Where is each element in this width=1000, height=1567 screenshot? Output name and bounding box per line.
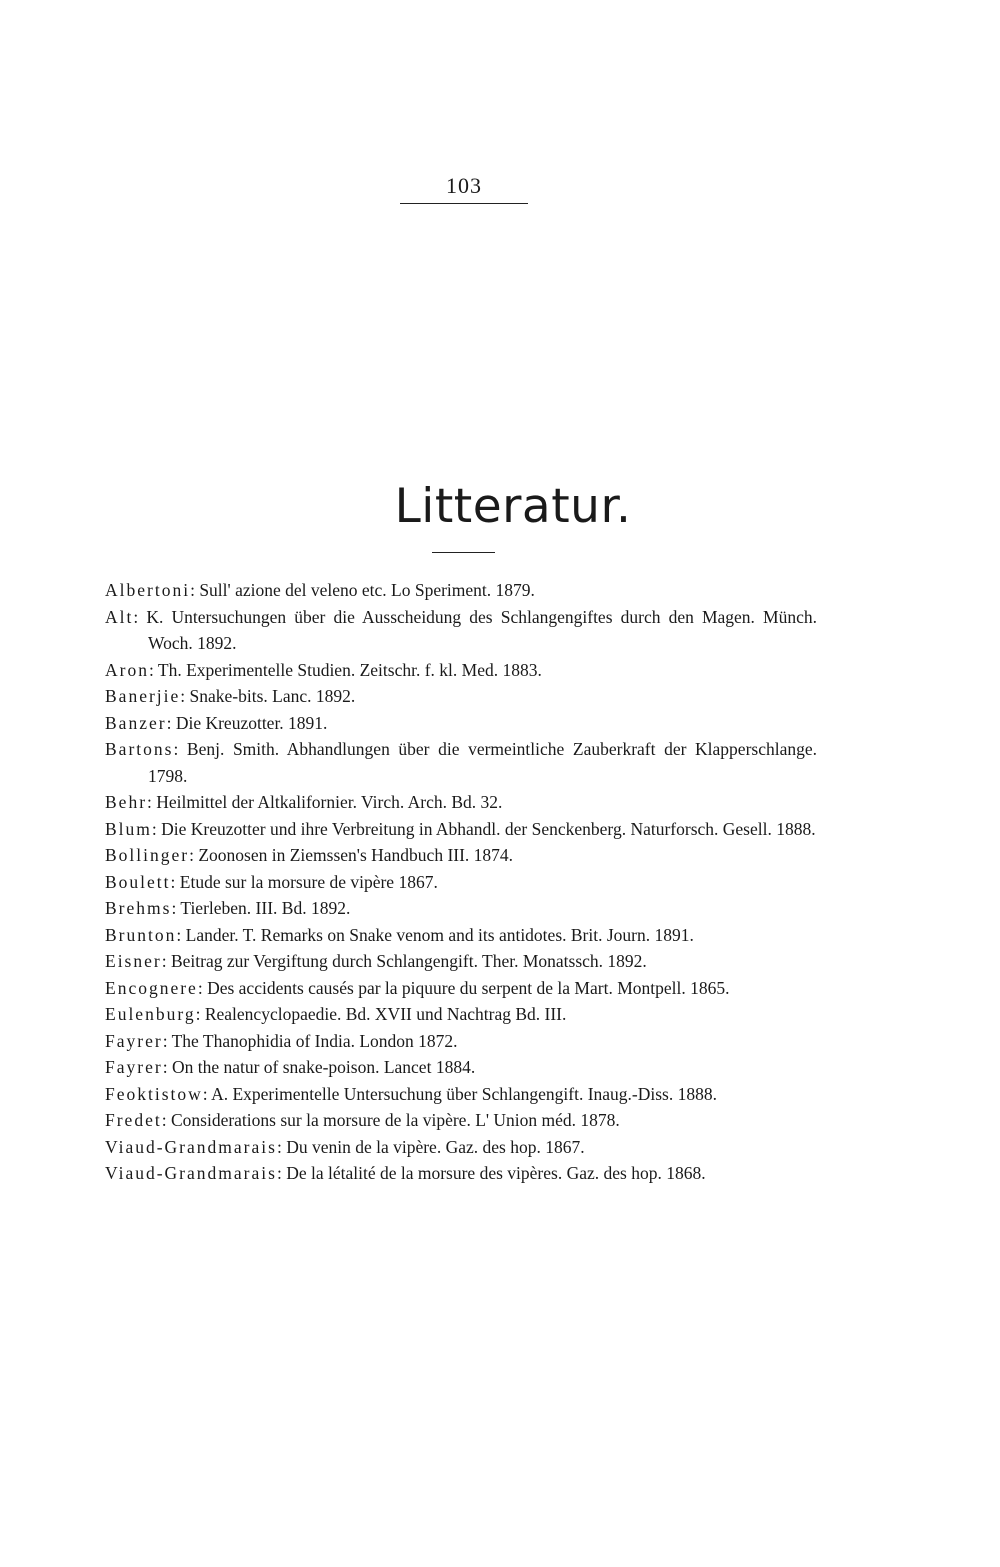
bibliography-entry: Banzer: Die Kreuzotter. 1891. [105,712,328,733]
entry-text: Lander. T. Remarks on Snake venom and its antidotes. Brit. Journ. 1891. [185,924,694,945]
entry-author: Banerjie [105,686,181,706]
entry-text: Etude sur la morsure de vipère 1867. [179,871,438,892]
bibliography-entry: Bollinger: Zoonosen in Ziemssen's Handbuch III. 1874. [105,845,514,865]
entry-author: Bartons [105,739,174,759]
entry-author: Eulenburg [105,1004,196,1024]
entry-text: Realencyclopaedie. Bd. XVII und Nachtrag Bd. III. [204,1004,567,1024]
bibliography-entry: Behr: Heilmittel der Altkalifornier. Virch. Arch. Bd. 32. [105,792,503,812]
page-number-rule [400,203,528,204]
entry-text: On the natur of snake-poison. Lancet 1884. [171,1057,476,1077]
bibliography-entry: Brehms: Tierleben. III. Bd. 1892. [105,898,351,918]
entry-text: Considerations sur la morsure de la vipère. L' Union méd. 1878. [170,1110,620,1130]
bibliography-entry: Albertoni: Sull' azione del veleno etc. Lo Speriment. 1879. [105,580,535,600]
bibliography-entry: Fredet: Considerations sur la morsure de la vipère. L' Union méd. 1878. [105,1110,620,1130]
bibliography-entry: Fayrer: The Thanophidia of India. London 1872. [105,1030,458,1051]
bibliography-entry: Feoktistow: A. Experimentelle Untersuchung über Schlangengift. Inaug.-Diss. 1888. [105,1083,717,1104]
entry-text: Tierleben. III. Bd. 1892. [180,898,351,918]
entry-text: K. Untersuchungen über die Ausscheidung des Schlangengiftes durch den Magen. Münch. Woch. 1892. [146,606,817,653]
entry-text: De la létalité de la morsure des vipères. Gaz. des hop. 1868. [286,1163,706,1183]
entry-author: Feoktistow [105,1083,203,1104]
bibliography-entry: Eulenburg: Realencyclopaedie. Bd. XVII und Nachtrag Bd. III. [105,1004,567,1024]
page-title: Litteratur. [394,479,632,534]
bibliography-entry: Fayrer: On the natur of snake-poison. Lancet 1884. [105,1057,476,1077]
entry-author: Fredet [105,1110,162,1130]
bibliography-entry: Eisner: Beitrag zur Vergiftung durch Schlangengift. Ther. Monatssch. 1892. [105,951,647,971]
bibliography-entry: Viaud-Grandmarais: Du venin de la vipère. Gaz. des hop. 1867. [105,1136,585,1157]
entry-author: Aron [105,659,149,680]
entry-author: Albertoni [105,580,191,600]
entry-author: Bollinger [105,845,190,865]
entry-text: Du venin de la vipère. Gaz. des hop. 1867. [286,1136,585,1157]
bibliography-entry: Aron: Th. Experimentelle Studien. Zeitschr. f. kl. Med. 1883. [105,659,542,680]
entry-text: Th. Experimentelle Studien. Zeitschr. f. kl. Med. 1883. [157,659,542,680]
bibliography-entry: Viaud-Grandmarais: De la létalité de la morsure des vipères. Gaz. des hop. 1868. [105,1163,706,1183]
entry-text: Benj. Smith. Abhandlungen über die vermeintliche Zauberkraft der Klapperschlange. 1798. [148,739,817,786]
entry-text: Heilmittel der Altkalifornier. Virch. Arch. Bd. 32. [156,792,503,812]
entry-text: Die Kreuzotter. 1891. [175,712,328,733]
bibliography-list [105,577,817,1187]
entry-author: Behr [105,792,148,812]
entry-text: Des accidents causés par la piquure du serpent de la Mart. Montpell. 1865. [207,977,730,998]
entry-author: Encognere [105,977,198,998]
bibliography-entry: Blum: Die Kreuzotter und ihre Verbreitung in Abhandl. der Senckenberg. Naturforsch. Gesell. 1888. [105,818,816,839]
entry-author: Viaud-Grandmarais [105,1136,277,1157]
bibliography-entry: Encognere: Des accidents causés par la piquure du serpent de la Mart. Montpell. 1865. [105,977,730,998]
bibliography-entry: Brunton: Lander. T. Remarks on Snake venom and its antidotes. Brit. Journ. 1891. [105,924,694,945]
entry-author: Eisner [105,951,162,971]
bibliography-entry: Banerjie: Snake-bits. Lanc. 1892. [105,686,356,706]
entry-text: Snake-bits. Lanc. 1892. [189,686,356,706]
entry-author: Brehms [105,898,172,918]
entry-author: Boulett [105,871,171,892]
title-rule [432,552,495,553]
bibliography-entry: Alt: K. Untersuchungen über die Ausscheidung des Schlangengiftes durch den Magen. Münch. Woch. 1892. [105,606,817,653]
bibliography-entry: Bartons: Benj. Smith. Abhandlungen über die vermeintliche Zauberkraft der Klapperschlange. 1798. [105,739,817,786]
entry-author: Blum [105,818,152,839]
entry-author: Banzer [105,712,167,733]
entry-text: Die Kreuzotter und ihre Verbreitung in Abhandl. der Senckenberg. Naturforsch. Gesell. 1888. [161,818,816,839]
entry-author: Viaud-Grandmarais [105,1163,277,1183]
entry-author: Fayrer [105,1030,163,1051]
page-number: 103 [446,173,482,198]
bibliography-entry: Boulett: Etude sur la morsure de vipère 1867. [105,871,438,892]
entry-author: Alt [105,606,134,627]
entry-author: Fayrer [105,1057,163,1077]
entry-author: Brunton [105,924,177,945]
entry-text: Sull' azione del veleno etc. Lo Speriment. 1879. [199,580,535,600]
entry-text: The Thanophidia of India. London 1872. [171,1030,458,1051]
entry-text: A. Experimentelle Untersuchung über Schlangengift. Inaug.-Diss. 1888. [211,1083,717,1104]
entry-text: Zoonosen in Ziemssen's Handbuch III. 1874. [198,845,514,865]
entry-text: Beitrag zur Vergiftung durch Schlangengift. Ther. Monatssch. 1892. [170,951,647,971]
